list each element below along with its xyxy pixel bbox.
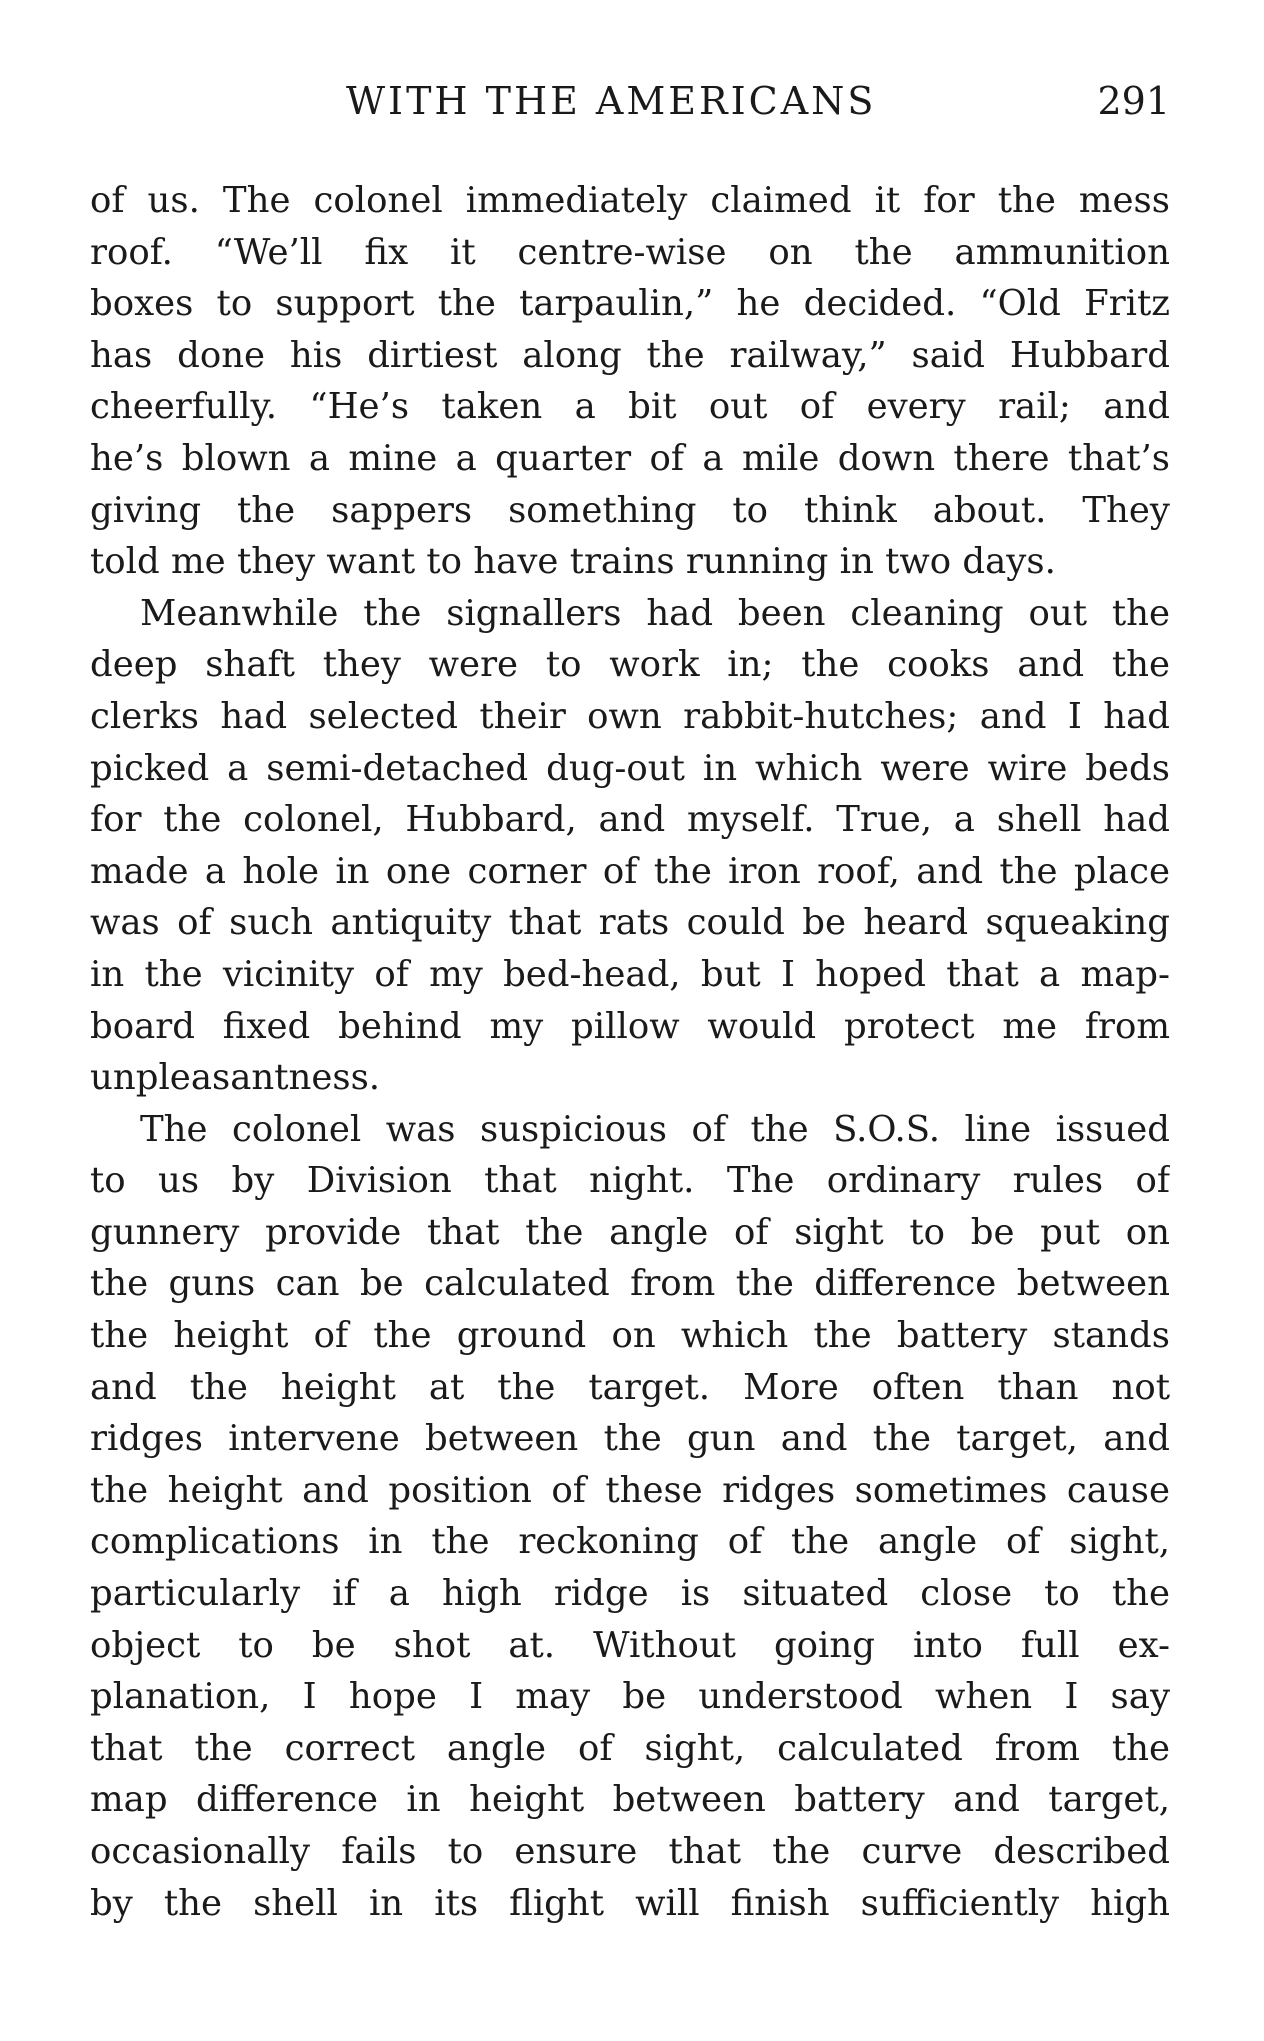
text-line: planation, I hope I may be understood when I say	[90, 1676, 1170, 1718]
text-line: cheerfully. “He’s taken a bit out of every rail; and	[90, 386, 1170, 428]
text-line: that the correct angle of sight, calculated from the	[90, 1727, 1170, 1769]
text-line: has done his dirtiest along the railway,” said Hubbard	[90, 334, 1170, 376]
text-line: the height and position of these ridges sometimes cause	[90, 1469, 1170, 1511]
text-line: board fixed behind my pillow would protect me from	[90, 1005, 1170, 1047]
running-head	[90, 76, 1170, 126]
text-line: the height of the ground on which the battery stands	[90, 1315, 1170, 1357]
text-line: and the height at the target. More often than not	[90, 1366, 1170, 1408]
text-line: clerks had selected their own rabbit-hutches; and I had	[90, 695, 1170, 737]
text-line: object to be shot at. Without going into full ex-	[90, 1624, 1170, 1666]
text-line: made a hole in one corner of the iron roof, and the place	[90, 850, 1170, 892]
text-line: told me they want to have trains running in two days.	[90, 541, 1056, 583]
text-line: roof. “We’ll fix it centre-wise on the ammunition	[90, 231, 1170, 273]
text-line: unpleasantness.	[90, 1057, 381, 1099]
text-line: map difference in height between battery and target,	[90, 1779, 1170, 1821]
text-line: giving the sappers something to think about. They	[90, 489, 1170, 531]
text-line: the guns can be calculated from the difference between	[90, 1263, 1170, 1305]
text-line: deep shaft they were to work in; the cooks and the	[90, 644, 1170, 686]
text-line: complications in the reckoning of the angle of sight,	[90, 1521, 1170, 1563]
text-line: of us. The colonel immediately claimed it for the mess	[90, 180, 1170, 221]
running-title: WITH THE AMERICANS	[346, 79, 877, 123]
text-line: for the colonel, Hubbard, and myself. True, a shell had	[90, 799, 1170, 841]
text-line: picked a semi-detached dug-out in which were wire beds	[90, 747, 1170, 789]
text-line: was of such antiquity that rats could be heard squeaking	[90, 902, 1170, 944]
page-number: 291	[1097, 79, 1170, 123]
text-line: occasionally fails to ensure that the curve described	[90, 1831, 1170, 1872]
text-line: in the vicinity of my bed-head, but I hoped that a map-	[90, 953, 1170, 995]
text-line: gunnery provide that the angle of sight to be put on	[90, 1211, 1170, 1253]
text-line: Meanwhile the signallers had been cleaning out the	[140, 592, 1170, 634]
text-line: boxes to support the tarpaulin,” he decided. “Old Fritz	[90, 283, 1170, 325]
text-line: ridges intervene between the gun and the target, and	[90, 1418, 1170, 1460]
text-line: particularly if a high ridge is situated close to the	[90, 1573, 1170, 1615]
body-text	[90, 175, 1170, 1929]
text-line: he’s blown a mine a quarter of a mile down there that’s	[90, 437, 1170, 479]
text-line: to us by Division that night. The ordinary rules of	[90, 1160, 1170, 1202]
text-line: The colonel was suspicious of the S.O.S. line issued	[140, 1108, 1170, 1150]
text-line: by the shell in its flight will finish sufficiently high	[90, 1882, 1170, 1924]
